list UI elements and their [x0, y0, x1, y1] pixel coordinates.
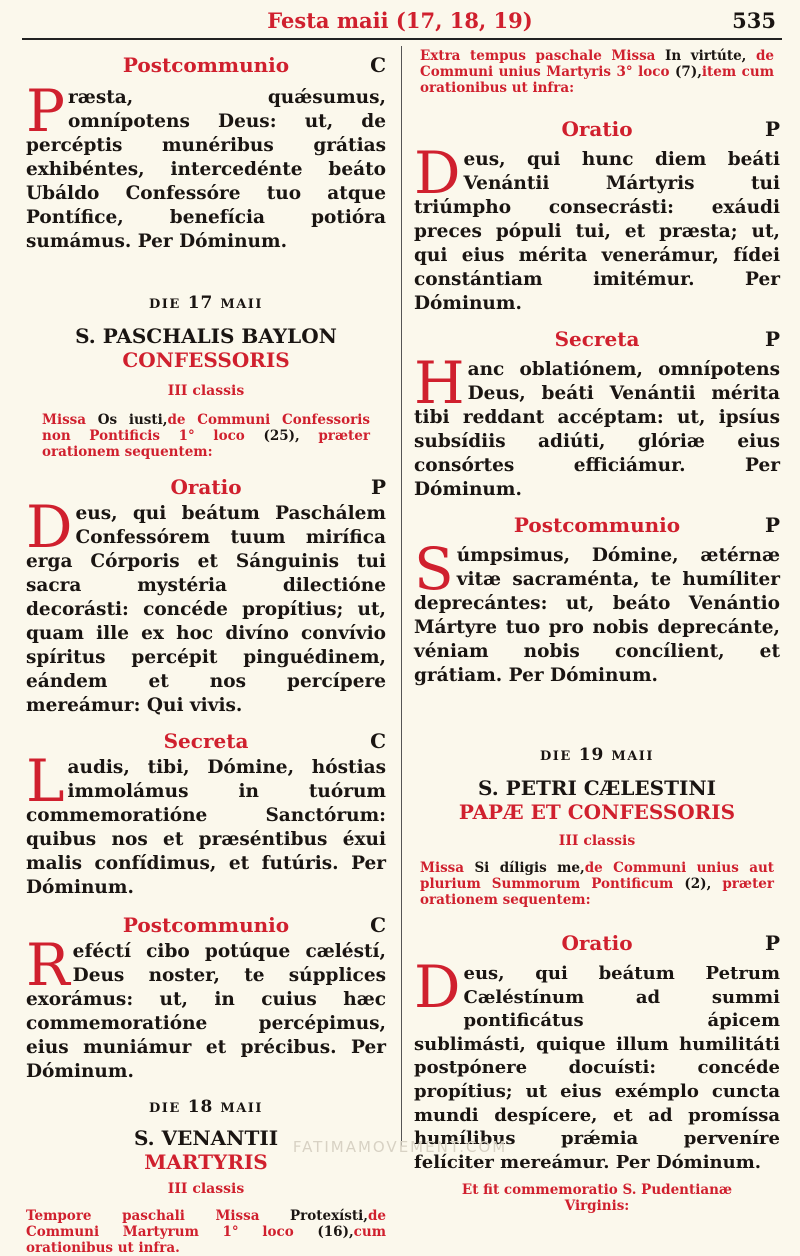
section-heading: Secreta P: [554, 327, 780, 351]
left-column: [26, 48, 386, 1256]
feast-date: DIE 18 MAII: [149, 1097, 263, 1117]
column-divider: [401, 46, 402, 1146]
feast-class: III classis: [167, 1181, 245, 1197]
section-heading: Oratio P: [561, 931, 780, 955]
rubric: Extra tempus paschale Missa In virtúte, de Communi unius Martyris 3° loco (7),item cum orationibus ut infra:: [420, 48, 774, 96]
feast-date: DIE 19 MAII: [540, 745, 654, 765]
feast-title: S. VENANTII: [133, 1126, 279, 1150]
header-rule: [22, 38, 782, 40]
section-heading: Oratio P: [561, 117, 780, 141]
page-number: 535: [732, 8, 776, 33]
drop-cap: S: [414, 535, 454, 603]
prayer-text: [26, 77, 386, 254]
section-heading: [26, 52, 386, 78]
feast-title: S. PETRI CÆLESTINI: [478, 776, 716, 800]
running-title: Festa maii (17, 18, 19): [267, 8, 533, 33]
prayer-text: Laudis, tibi, Dómine, hóstias immolámus in tuórum commemoratióne Sanctórum: quibus nos et præséntibus éxui malis confídimus, et futúris. Per Dóminum.: [26, 747, 386, 898]
feast-title: S. PASCHALIS BAYLON: [75, 324, 337, 348]
drop-cap: L: [26, 747, 65, 815]
drop-cap: D: [414, 139, 461, 207]
feast-subtitle: CONFESSORIS: [122, 348, 290, 372]
section-heading: Postcommunio P: [513, 513, 780, 537]
watermark: FATIMAMOVEMENT.COM: [292, 1138, 508, 1156]
source-mark: C: [370, 53, 386, 77]
section-heading: Secreta C: [163, 729, 386, 753]
prayer-text: Reféctí cibo potúque cæléstí, Deus noster, te súpplices exorámus: ut, in cuius hæc commemoratióne percépimus, eius muniámur et précibus. Per Dóminum.: [26, 931, 386, 1082]
prayer-text: Deus, qui beátum Petrum Cæléstínum ad summi pontificátus ápicem sublimásti, quique illum humilitáti postpónere docuísti: concéde propítius; ut eius exémplo cuncta mundi despícere, et ad promíssa humílibus prǽmia perveníre felíciter mereámur. Per Dóminum.: [414, 953, 780, 1173]
feast-class: III classis: [167, 383, 245, 399]
rubric: Missa Os iusti,de Communi Confessoris non Pontificis 1° loco (25), præter orationem sequentem:: [42, 412, 371, 460]
drop-cap: H: [414, 349, 465, 417]
drop-cap: D: [26, 493, 73, 561]
page-header: [0, 0, 800, 40]
commemoration-rubric: Et fit commemoratio S. Pudentianæ Virginis:: [461, 1182, 733, 1215]
feast-subtitle: MARTYRIS: [144, 1150, 268, 1174]
prayer-text: Deus, qui beátum Paschálem Confessórem tuum mirífica erga Córporis et Sánguinis tui sacra mystéria dilectióne decorásti: concéde propítius; ut, quam ille ex hoc divíno convívio spíritus percépit pinguédinem, eándem et nos percípere mereámur: Qui vivis.: [26, 493, 386, 716]
drop-cap: D: [414, 953, 461, 1021]
right-column: [414, 48, 780, 1214]
prayer-text: Deus, qui hunc diem beáti Venántii Mártyris tui triúmpho consecrásti: exáudi preces pópuli tui, et præsta; ut, qui eius mérita venerámur, fídei constántiam imitémur. Per Dóminum.: [414, 139, 780, 314]
heading-text: Postcommunio: [122, 53, 290, 77]
feast-subtitle: PAPÆ ET CONFESSORIS: [458, 800, 736, 824]
rubric: Tempore paschali Missa Protexísti,de Communi Martyrum 1° loco (16),cum orationibus ut infra.: [26, 1208, 386, 1256]
feast-date: DIE 17 MAII: [149, 293, 263, 313]
drop-cap: R: [26, 931, 70, 999]
prayer-text: Hanc oblatiónem, omnípotens Deus, beáti Venántii mérita tibi reddant accéptam: ut, ipsíus subsídiis adiúti, glóriæ eius consórtes efficiámur. Per Dóminum.: [414, 349, 780, 500]
section-heading: Oratio P: [170, 475, 386, 499]
drop-cap: P: [26, 77, 66, 145]
prayer-text: Súmpsimus, Dómine, ætérnæ vitæ sacraménta, te humíliter deprecántes: ut, beáto Venántio Mártyre tuo pro nobis deprecánte, véniam nobis concílient, et grátiam. Per Dóminum.: [414, 535, 780, 686]
prayer-body: ræsta, quǽsumus, omnípotens Deus: ut, de percéptis munéribus grátias exhibéntes, intercedénte beáto Ubáldo Confessóre tuo atque Pontífice, benefícia potióra sumámus. Per Dóminum.: [26, 87, 386, 252]
section-heading: Postcommunio C: [122, 913, 386, 937]
feast-class: III classis: [558, 833, 636, 849]
rubric: Missa Si díligis me,de Communi unius aut plurium Summorum Pontificum (2), præter orationem sequentem:: [420, 860, 775, 908]
